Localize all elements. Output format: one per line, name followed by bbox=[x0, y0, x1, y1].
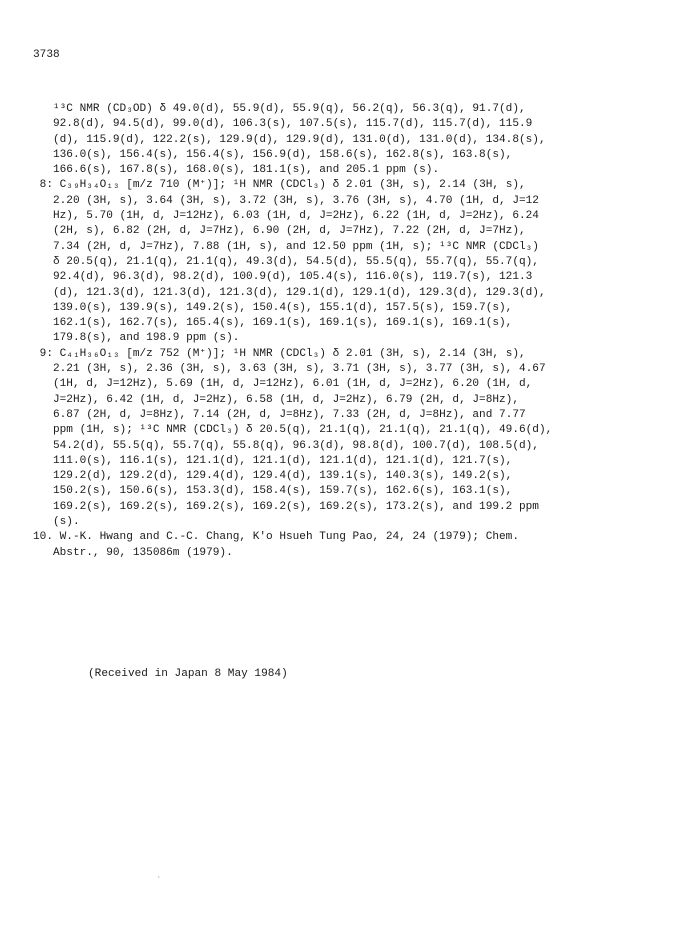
reference-line: 129.2(d), 129.2(d), 129.4(d), 129.4(d), 139.1(s), 140.3(s), 149.2(s), bbox=[33, 470, 513, 483]
reference-entry-start: 10. W.-K. Hwang and C.-C. Chang, K'o Hsueh Tung Pao, 24, 24 (1979); Chem. bbox=[33, 531, 519, 544]
reference-line: 111.0(s), 116.1(s), 121.1(d), 121.1(d), 121.1(d), 121.1(d), 121.7(s), bbox=[33, 454, 513, 467]
reference-line: 92.4(d), 96.3(d), 98.2(d), 100.9(d), 105.4(s), 116.0(s), 119.7(s), 121.3 bbox=[33, 271, 533, 284]
reference-line: (d), 115.9(d), 122.2(s), 129.9(d), 129.9(d), 131.0(d), 131.0(d), 134.8(s), bbox=[33, 133, 546, 146]
reference-line: ¹³C NMR (CD₃OD) δ 49.0(d), 55.9(d), 55.9(q), 56.2(q), 56.3(q), 91.7(d), bbox=[33, 103, 526, 115]
reference-line: 6.87 (2H, d, J=8Hz), 7.14 (2H, d, J=8Hz), 7.33 (2H, d, J=8Hz), and 7.77 bbox=[33, 408, 526, 421]
reference-line: (s). bbox=[33, 516, 80, 529]
reference-line: 139.0(s), 139.9(s), 149.2(s), 150.4(s), 155.1(d), 157.5(s), 159.7(s), bbox=[33, 301, 513, 314]
reference-line: 162.1(s), 162.7(s), 165.4(s), 169.1(s), 169.1(s), 169.1(s), 169.1(s), bbox=[33, 317, 513, 330]
reference-line: 136.0(s), 156.4(s), 156.4(s), 156.9(d), 158.6(s), 162.8(s), 163.8(s), bbox=[33, 148, 513, 161]
reference-line: (d), 121.3(d), 121.3(d), 121.3(d), 129.1(d), 129.1(d), 129.3(d), 129.3(d), bbox=[33, 286, 546, 299]
reference-list bbox=[33, 102, 552, 561]
reference-line: 166.6(s), 167.8(s), 168.0(s), 181.1(s), and 205.1 ppm (s). bbox=[33, 164, 440, 177]
received-date: (Received in Japan 8 May 1984) bbox=[88, 668, 288, 680]
reference-entry-start: 8: C₃₉H₃₄O₁₃ [m/z 710 (M⁺)]; ¹H NMR (CDCl₃) δ 2.01 (3H, s), 2.14 (3H, s), bbox=[33, 179, 526, 192]
reference-line: 54.2(d), 55.5(q), 55.7(q), 55.8(q), 96.3(d), 98.8(d), 100.7(d), 108.5(d), bbox=[33, 439, 539, 452]
reference-line: (1H, d, J=12Hz), 5.69 (1H, d, J=12Hz), 6.01 (1H, d, J=2Hz), 6.20 (1H, d, bbox=[33, 378, 533, 391]
reference-line: 2.20 (3H, s), 3.64 (3H, s), 3.72 (3H, s), 3.76 (3H, s), 4.70 (1H, d, J=12 bbox=[33, 194, 539, 207]
reference-line: (2H, s), 6.82 (2H, d, J=7Hz), 6.90 (2H, d, J=7Hz), 7.22 (2H, d, J=7Hz), bbox=[33, 225, 526, 238]
reference-line: 7.34 (2H, d, J=7Hz), 7.88 (1H, s), and 12.50 ppm (1H, s); ¹³C NMR (CDCl₃) bbox=[33, 240, 539, 253]
reference-line: J=2Hz), 6.42 (1H, d, J=2Hz), 6.58 (1H, d, J=2Hz), 6.79 (2H, d, J=8Hz), bbox=[33, 393, 519, 406]
print-speck: · bbox=[157, 874, 161, 881]
reference-line: 92.8(d), 94.5(d), 99.0(d), 106.3(s), 107.5(s), 115.7(d), 115.7(d), 115.9 bbox=[33, 118, 533, 131]
reference-line: 150.2(s), 150.6(s), 153.3(d), 158.4(s), 159.7(s), 162.6(s), 163.1(s), bbox=[33, 485, 513, 498]
reference-line: 179.8(s), and 198.9 ppm (s). bbox=[33, 332, 240, 345]
reference-line: δ 20.5(q), 21.1(q), 21.1(q), 49.3(d), 54.5(d), 55.5(q), 55.7(q), 55.7(q), bbox=[33, 255, 539, 268]
reference-line: ppm (1H, s); ¹³C NMR (CDCl₃) δ 20.5(q), 21.1(q), 21.1(q), 21.1(q), 49.6(d), bbox=[33, 424, 553, 437]
reference-line: Hz), 5.70 (1H, d, J=12Hz), 6.03 (1H, d, J=2Hz), 6.22 (1H, d, J=2Hz), 6.24 bbox=[33, 210, 539, 223]
reference-entry-start: 9: C₄₁H₃₆O₁₃ [m/z 752 (M⁺)]; ¹H NMR (CDCl₃) δ 2.01 (3H, s), 2.14 (3H, s), bbox=[33, 347, 526, 360]
reference-line: 169.2(s), 169.2(s), 169.2(s), 169.2(s), 169.2(s), 173.2(s), and 199.2 ppm bbox=[33, 500, 539, 513]
page-number: 3738 bbox=[33, 49, 60, 61]
reference-line: 2.21 (3H, s), 2.36 (3H, s), 3.63 (3H, s), 3.71 (3H, s), 3.77 (3H, s), 4.67 bbox=[33, 363, 546, 376]
reference-line: Abstr., 90, 135086m (1979). bbox=[33, 546, 233, 559]
